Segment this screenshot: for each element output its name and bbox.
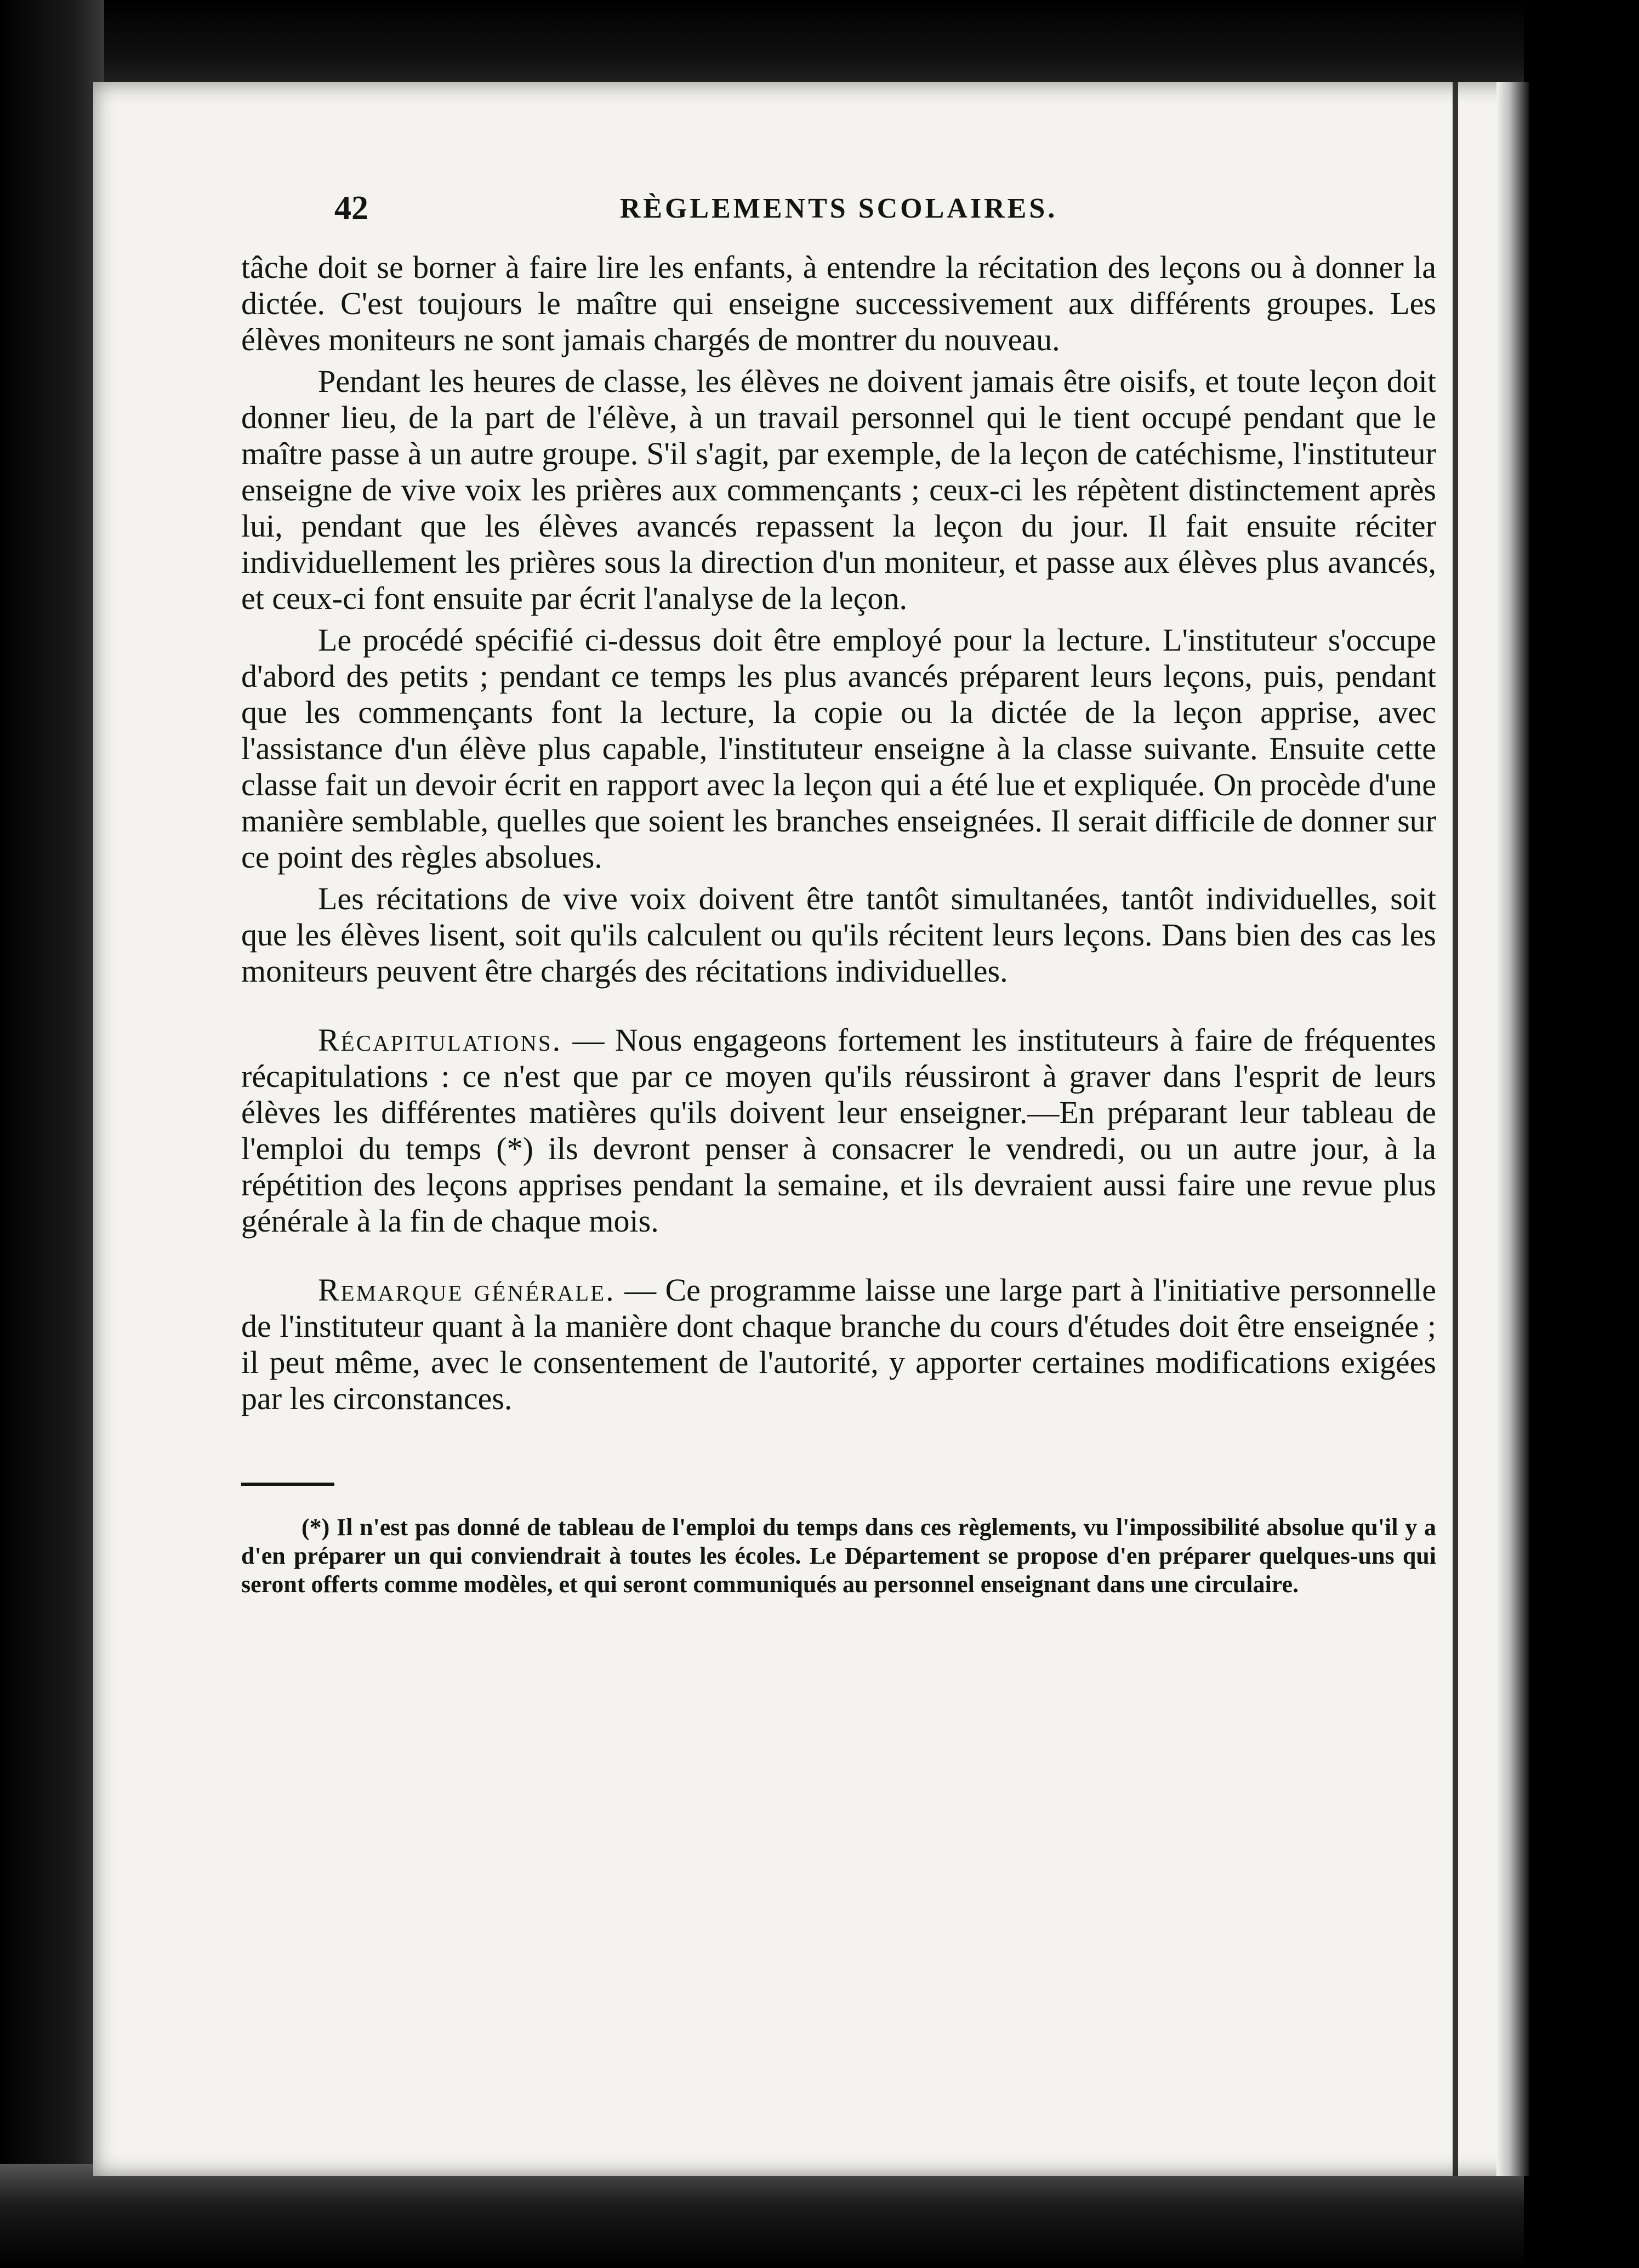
- footnote: (*) Il n'est pas donné de tableau de l'emploi du temps dans ces règlements, vu l'impossibilité absolue qu'il y a d'en préparer un qui conviendrait à toutes les écoles. Le Département se propose d'en préparer quelques-uns qui seront offerts comme modèles, et qui seront communiqués au personnel enseignant dans une circulaire.: [241, 1514, 1436, 1598]
- paragraph: tâche doit se borner à faire lire les enfants, à entendre la récitation des leçons ou à donner la dictée. C'est toujours le maître qui enseigne successivement aux différents groupes. Les élèves moniteurs ne sont jamais chargés de montrer du nouveau.: [241, 249, 1436, 357]
- recap-paragraph: [241, 1022, 1436, 1239]
- scan-border-left: [0, 0, 104, 2268]
- remark-heading: Remarque générale.: [318, 1272, 616, 1308]
- scan-border-right: [1524, 0, 1639, 2268]
- paragraph: Le procédé spécifié ci-dessus doit être employé pour la lecture. L'instituteur s'occupe d'abord des petits ; pendant ce temps les plus avancés préparent leurs leçons, puis, pendant que les commençants font la lecture, la copie ou la dictée de la leçon apprise, avec l'assistance d'un élève plus capable, l'instituteur enseigne à la classe suivante. Ensuite cette classe fait un devoir écrit en rapport avec la leçon qui a été lue et expliquée. On procède d'une manière semblable, quelles que soient les branches enseignées. Il serait difficile de donner sur ce point des règles absolues.: [241, 622, 1436, 875]
- recap-text: — Nous engageons fortement les instituteurs à faire de fréquentes récapitulations : ce n'est que par ce moyen qu'ils réussiront à graver dans l'esprit de leurs élèves les différentes matières qu'ils doivent leur enseigner.—En préparant leur tableau de l'emploi du temps (*) ils devront penser à consacrer le vendredi, ou un autre jour, à la répétition des leçons apprises pendant la semaine, et ils devraient aussi faire une revue plus générale à la fin de chaque mois.: [241, 1022, 1436, 1239]
- book-page: [93, 82, 1529, 2176]
- page-content: [241, 189, 1436, 1599]
- recap-heading: Récapitulations.: [318, 1022, 562, 1058]
- running-title: RÈGLEMENTS SCOLAIRES.: [619, 193, 1058, 224]
- page-gutter: [1496, 82, 1529, 2176]
- paragraph: Pendant les heures de classe, les élèves ne doivent jamais être oisifs, et toute leçon doit donner lieu, de la part de l'élève, à un travail personnel qui le tient occupé pendant que le maître passe à un autre groupe. S'il s'agit, par exemple, de la leçon de catéchisme, l'instituteur enseigne de vive voix les prières aux commençants ; ceux-ci les répètent distinctement après lui, pendant que les élèves avancés repassent la leçon du jour. Il fait ensuite réciter individuellement les prières sous la direction d'un moniteur, et passe aux élèves plus avancés, et ceux-ci font ensuite par écrit l'analyse de la leçon.: [241, 363, 1436, 616]
- remark-text: — Ce programme laisse une large part à l'initiative personnelle de l'instituteur quant à la manière dont chaque branche du cours d'études doit être enseignée ; il peut même, avec le consentement de l'autorité, y apporter certaines modifications exigées par les circonstances.: [241, 1272, 1436, 1416]
- running-head: [241, 189, 1436, 238]
- paragraph: Les récitations de vive voix doivent être tantôt simultanées, tantôt individuelles, soit que les élèves lisent, soit qu'ils calculent ou qu'ils récitent leurs leçons. Dans bien des cas les moniteurs peuvent être chargés des récitations individuelles.: [241, 881, 1436, 989]
- footnote-rule: [241, 1483, 334, 1486]
- body-text: [241, 249, 1436, 1417]
- scan-border-bottom: [0, 2164, 1639, 2268]
- binding-edge: [1453, 82, 1458, 2176]
- remark-paragraph: [241, 1272, 1436, 1417]
- page-number: 42: [334, 190, 368, 227]
